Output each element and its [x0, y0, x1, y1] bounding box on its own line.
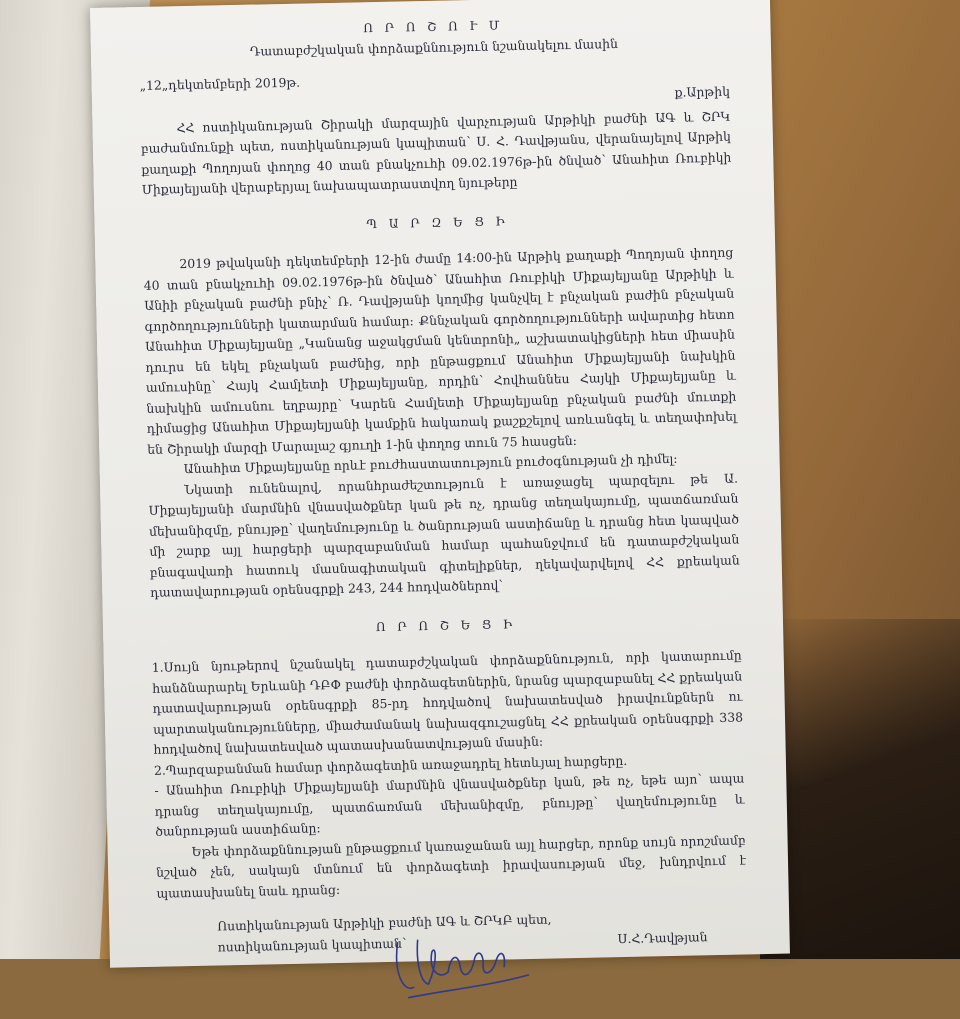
- document-place: ք.Արթիկ: [674, 83, 731, 100]
- resolution-item-3: - Անահիտ Ռուբիկի Միքայելյանի մարմնին վնասվածքներ կան, թե ոչ, եթե այո՝ ապա դրանց տեղակայումը, պատճառման մեխանիզմը, բնույթը՝ վաղեմությունը և ծանրության աստիճանը:: [154, 770, 745, 839]
- document-subtitle: Դատաբժշկական փորձաքննություն նշանակելու մասին: [249, 35, 619, 59]
- heading-voroshetsi: Ո Ր Ո Շ Ե Ց Ի: [375, 616, 517, 634]
- resolution-item-1: 1.Սույն նյութերով նշանակել դատաբժշկական փորձաքննություն, որի կատարումը հանձնարարել Երևանի ԴԲՓ բաժնի փորձագետներին, նրանց պարզաբանել ՀՀ քրեական դատավարության օրենսգրքի 85-րդ հոդվածով նախատեսված իրավունքներն ու պարտականությունները, միաժամանակ նախազգուշացնել ՀՀ քրեական օրենսգրքի 338 հոդվածով նախատեսված պատասխանատվության մասին:: [151, 647, 744, 757]
- intro-paragraph: ՀՀ ոստիկանության Շիրակի մարզային վարչության Արթիկի բաժնի ԱԳ և ՇՐԿ բաժանմունքի պետ, ոստիկանության կապիտան՝ Ս. Հ. Դավթյանս, վերանայելով Արթիկ քաղաքի Պողոյան փողոց 40 տան բնակչուհի 09.02.1976թ-ին ծնված՝ Անահիտ Ռուբիկի Միքայելյանի վերաբերյալ նախապատրաստվող նյութերը: [140, 108, 732, 197]
- signature-line-2: ոստիկանության կապիտան՝: [217, 935, 407, 955]
- signatory-name: Ս.Հ.Դավթյան: [617, 928, 708, 946]
- body-paragraph-3: Նկատի ունենալով, որանհրաժեշտություն է առաջացել պարզելու թե Ա. Միքայելյանի մարմնին վնասվածքներ կան թե ոչ, դրանց տեղակայումը, պատճառման մեխանիզմը, բնույթը՝ վաղեմությունը և ծանրության աստիճանը և դրանց հետ կապված մի շարք այլ հարցերի պարզաբանման համար պահանջվում են դատաբժշկական բնագավառի հատուկ մասնագիտական գիտելիքներ, ղեկավարվելով ՀՀ քրեական դատավարության օրենսգրքի 243, 244 հոդվածներով՝: [148, 470, 740, 600]
- document-date: „12„դեկտեմբերի 2019թ.: [139, 74, 301, 93]
- resolution-item-2: 2.Պարզաբանման համար փորձագետին առաջադրել հետևյալ հարցերը.: [153, 752, 628, 778]
- resolution-item-4: Եթե փորձաքննության ընթացքում կառաջանան այլ հարցեր, որոնք սույն որոշմամբ նշված չեն, սակայն մտնում են փորձագետի իրավասության մեջ, խնդրվում է պատասխանել նաև դրանց:: [155, 831, 747, 901]
- handwritten-signature: [387, 930, 539, 1013]
- date-place-row: [139, 64, 730, 115]
- shadow-corner: [760, 619, 960, 959]
- document-body: [138, 11, 747, 959]
- body-paragraph-1: 2019 թվականի դեկտեմբերի 12-ին ժամը 14:00-ին Արթիկ քաղաքի Պողոյան փողոց 40 տան բնակչուհի 09.02.1976թ-ին ծնված՝ Անահիտ Ռուբիկի Միքայելյանը Արթիկի և Անիի բնչական բաժնի բնիչ՝ Ռ. Դավթյանի կողմից կանչվել է բնչական բաժին բնչական գործողությունների կատարման համար: Քննչական գործողությունների ավարտից հետո Անահիտ Միքայելյանը „Կանանց աջակցման կենտրոնի„ աշխատակիցների հետ միասին դուրս են եկել բնչական բաժնից, որի ընթացքում Անահիտ Միքայելյանի նախկին ամուսինը՝ Հայկ Համլետի Միքայելյանը, որդին՝ Հովհաննես Հայկի Միքայելյանը և նախկին ամուսնու եղբայրը՝ Կարեն Համլետի Միքայելյանը բնչական բաժնի մուտքի դիմացից Անահիտ Միքայելյանի կամքին հակառակ քաշքշելով առևանգել և տեղափոխել են Շիրակի մարզի Մարալաշ գյուղի 1-ին փողոց տուն 75 հասցեն:: [143, 244, 737, 457]
- document-page: [90, 0, 790, 968]
- heading-parzeci: Պ Ա Ր Զ Ե Ց Ի: [366, 213, 509, 231]
- signature-line-1: Ոստիկանության Արթիկի բաժնի ԱԳ և ՇՐԿԲ պետ,: [217, 911, 552, 934]
- signature-block: [157, 905, 748, 958]
- body-paragraph-2: Անահիտ Միքայելյանը որևէ բուժհաստատություն բուժօգնության չի դիմել:: [183, 450, 678, 477]
- document-title: Ո Ր Ո Շ Ո Ւ Մ: [363, 18, 504, 36]
